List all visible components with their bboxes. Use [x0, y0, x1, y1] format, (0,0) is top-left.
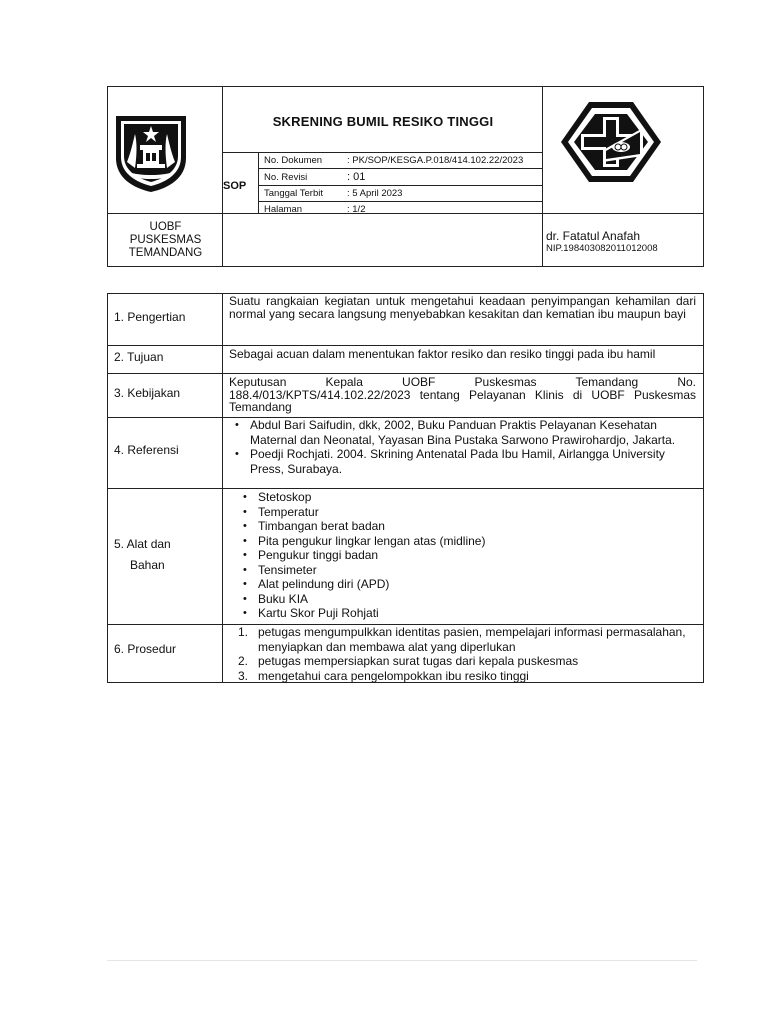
list-number: 1. [238, 625, 249, 639]
list-item [238, 625, 698, 654]
procedure-list [238, 625, 698, 683]
content-divider [107, 373, 704, 374]
row-label-tools: 5. Alat dan [114, 537, 171, 551]
organization-name [108, 221, 223, 260]
row-label-definition: 1. Pengertian [114, 310, 186, 324]
header-divider [107, 213, 704, 214]
meta-label-document-number: No. Dokumen [264, 155, 323, 166]
list-item: • Poedji Rochjati. 2004. Skrining Antenatal Pada Ibu Hamil, Airlangga University Press, Surabaya. [250, 447, 696, 476]
header-divider [258, 185, 542, 186]
header-divider [258, 201, 542, 202]
list-number: 2. [238, 654, 249, 668]
row-label-references: 4. Referensi [114, 443, 179, 457]
list-item: • Alat pelindung diri (APD) [258, 577, 688, 592]
list-item: • Stetoskop [258, 490, 688, 505]
list-item: • Kartu Skor Puji Rohjati [258, 606, 688, 621]
organization-name-line: TEMANDANG [128, 247, 203, 259]
list-item: • Buku KIA [258, 592, 688, 607]
row-label-purpose: 2. Tujuan [114, 350, 164, 364]
list-item: • Temperatur [258, 505, 688, 520]
procedure-step-text: petugas mempersiapkan surat tugas dari kepala puskesmas [258, 654, 579, 668]
header-divider [542, 86, 543, 267]
sop-label: SOP [223, 180, 247, 192]
policy-text: Keputusan Kepala UOBF Puskesmas Temandang No. 188.4/013/KPTS/414.102.22/2023 tentang Pelayanan Klinis di UOBF Puskesmas Temandang [229, 375, 696, 414]
list-item: • Abdul Bari Saifudin, dkk, 2002, Buku Panduan Praktis Pelayanan Kesehatan Maternal dan Neonatal, Yayasan Bina Pustaka Sarwono Prawirohardjo, Jakarta. [250, 418, 696, 447]
row-label-tools-line2: Bahan [130, 558, 165, 572]
meta-value-page: : 1/2 [347, 204, 366, 215]
row-label-procedure: 6. Prosedur [114, 642, 177, 656]
list-item: • Pengukur tinggi badan [258, 548, 688, 563]
page-footer-divider [107, 960, 697, 961]
procedure-step-text: petugas mengumpulkkan identitas pasien, mempelajari informasi permasalahan, menyiapkan dan membawa alat yang diperlukan [258, 625, 686, 654]
list-number: 3. [238, 668, 249, 683]
meta-label-issue-date: Tanggal Terbit [264, 188, 323, 199]
tools-list [258, 490, 688, 621]
meta-value-issue-date: : 5 April 2023 [347, 188, 403, 199]
list-item: • Pita pengukur lingkar lengan atas (midline) [258, 534, 688, 549]
meta-label-revision: No. Revisi [264, 172, 308, 183]
list-item: • Tensimeter [258, 563, 688, 578]
purpose-text: Sebagai acuan dalam menentukan faktor resiko dan resiko tinggi pada ibu hamil [229, 347, 656, 361]
content-divider [107, 345, 704, 346]
row-label-policy: 3. Kebijakan [114, 386, 181, 400]
list-item [238, 654, 698, 669]
signer-name: dr. Fatatul Anafah [546, 229, 641, 243]
procedure-step-text: mengetahui cara pengelompokkan ibu resiko tinggi [258, 668, 529, 683]
organization-name-line: PUSKESMAS [129, 234, 202, 246]
meta-value-document-number: : PK/SOP/KESGA.P.018/414.102.22/2023 [347, 155, 524, 166]
header-divider [258, 168, 542, 169]
header-divider [222, 152, 542, 153]
references-list [250, 418, 696, 476]
document-title: SKRENING BUMIL RESIKO TINGGI [272, 114, 494, 129]
organization-name-line: UOBF [149, 221, 182, 233]
definition-text: Suatu rangkaian kegiatan untuk mengetahui keadaan penyimpangan kehamilan dari normal yang secara langsung menyebabkan kesakitan dan kematian ibu maupun bayi [229, 294, 696, 321]
content-divider [107, 488, 704, 489]
header-divider [258, 152, 259, 214]
meta-label-page: Halaman [264, 204, 303, 215]
list-item [238, 668, 698, 684]
province-emblem-logo [113, 112, 189, 194]
meta-value-revision: : 01 [347, 171, 366, 183]
list-item: • Timbangan berat badan [258, 519, 688, 534]
puskesmas-logo [559, 100, 663, 184]
signer-nip: NIP.198403082011012008 [546, 243, 658, 254]
